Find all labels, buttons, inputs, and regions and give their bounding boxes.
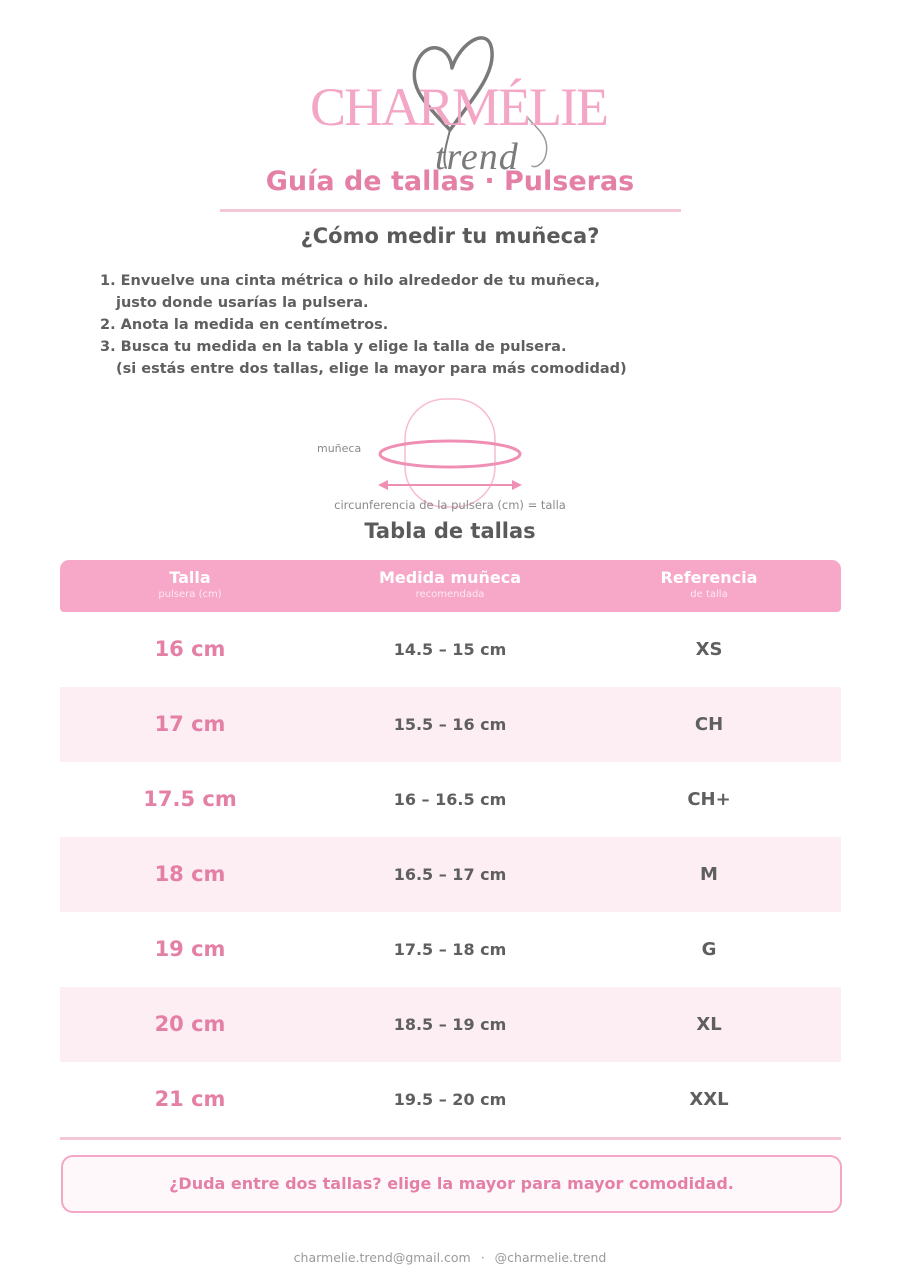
cell-reference: CH+	[687, 789, 731, 810]
cell-wrist: 17.5 – 18 cm	[393, 940, 507, 959]
instruction-step: 1. Envuelve una cinta métrica o hilo alrededor de tu muñeca,	[100, 273, 601, 289]
footer-separator: ·	[480, 1250, 485, 1265]
size-table-header	[60, 560, 841, 612]
cell-wrist: 16 – 16.5 cm	[393, 790, 507, 809]
cell-reference: M	[700, 864, 718, 885]
table-row	[60, 762, 841, 837]
instruction-note: (si estás entre dos tallas, elige la mayor para más comodidad)	[116, 361, 627, 377]
table-row	[60, 612, 841, 687]
header-label: Referencia	[660, 568, 758, 587]
header-sublabel: de talla	[690, 589, 728, 600]
cell-size: 16 cm	[154, 637, 226, 661]
cell-wrist: 14.5 – 15 cm	[393, 640, 507, 659]
section-heading-measure: ¿Cómo medir tu muñeca?	[300, 224, 600, 248]
cell-size: 20 cm	[154, 1012, 226, 1036]
header-label: Medida muñeca	[378, 568, 522, 587]
table-row	[60, 1062, 841, 1137]
table-divider	[60, 1137, 841, 1140]
cell-wrist: 18.5 – 19 cm	[393, 1015, 507, 1034]
footer-handle[interactable]: @charmelie.trend	[494, 1250, 607, 1265]
table-row	[60, 912, 841, 987]
cell-wrist: 16.5 – 17 cm	[393, 865, 507, 884]
sizing-tip-box: ¿Duda entre dos tallas? elige la mayor para mayor comodidad.	[61, 1155, 842, 1213]
cell-size: 19 cm	[154, 937, 226, 961]
cell-size: 21 cm	[154, 1087, 226, 1111]
cell-size: 17 cm	[154, 712, 226, 736]
cell-reference: XS	[695, 639, 723, 660]
cell-reference: G	[701, 939, 717, 960]
header-sublabel: pulsera (cm)	[158, 589, 222, 600]
instructions-list	[100, 270, 627, 380]
diagram-caption: circunferencia de la pulsera (cm) = talla	[334, 498, 566, 512]
instruction-step: justo donde usarías la pulsera.	[116, 295, 369, 311]
header-sublabel: recomendada	[415, 589, 485, 600]
title-divider	[220, 209, 681, 212]
brand-script: trend	[435, 136, 519, 178]
cell-wrist: 15.5 – 16 cm	[393, 715, 507, 734]
table-row	[60, 837, 841, 912]
wrist-diagram	[300, 395, 600, 520]
instruction-step: 3. Busca tu medida en la tabla y elige la talla de pulsera.	[100, 339, 567, 355]
header-col-reference	[579, 568, 839, 602]
instruction-step: 2. Anota la medida en centímetros.	[100, 317, 389, 333]
brand-wordmark: CHARMÉLIE	[310, 77, 607, 137]
wrist-label: muñeca	[317, 442, 362, 455]
cell-reference: CH	[694, 714, 724, 735]
cell-size: 18 cm	[154, 862, 226, 886]
header-col-wrist	[320, 568, 580, 602]
cell-wrist: 19.5 – 20 cm	[393, 1090, 507, 1109]
cell-reference: XXL	[689, 1089, 729, 1110]
footer-email[interactable]: charmelie.trend@gmail.com	[293, 1250, 471, 1265]
cell-reference: XL	[696, 1014, 722, 1035]
header-label: Talla	[169, 568, 211, 587]
size-table-body	[60, 612, 841, 1137]
page-title: Guía de tallas · Pulseras	[265, 166, 635, 197]
brand-logo	[300, 18, 607, 178]
header-col-size	[60, 568, 320, 602]
table-row	[60, 687, 841, 762]
cell-size: 17.5 cm	[143, 787, 237, 811]
footer-contact	[0, 1250, 900, 1265]
table-title: Tabla de tallas	[364, 519, 536, 543]
table-row	[60, 987, 841, 1062]
